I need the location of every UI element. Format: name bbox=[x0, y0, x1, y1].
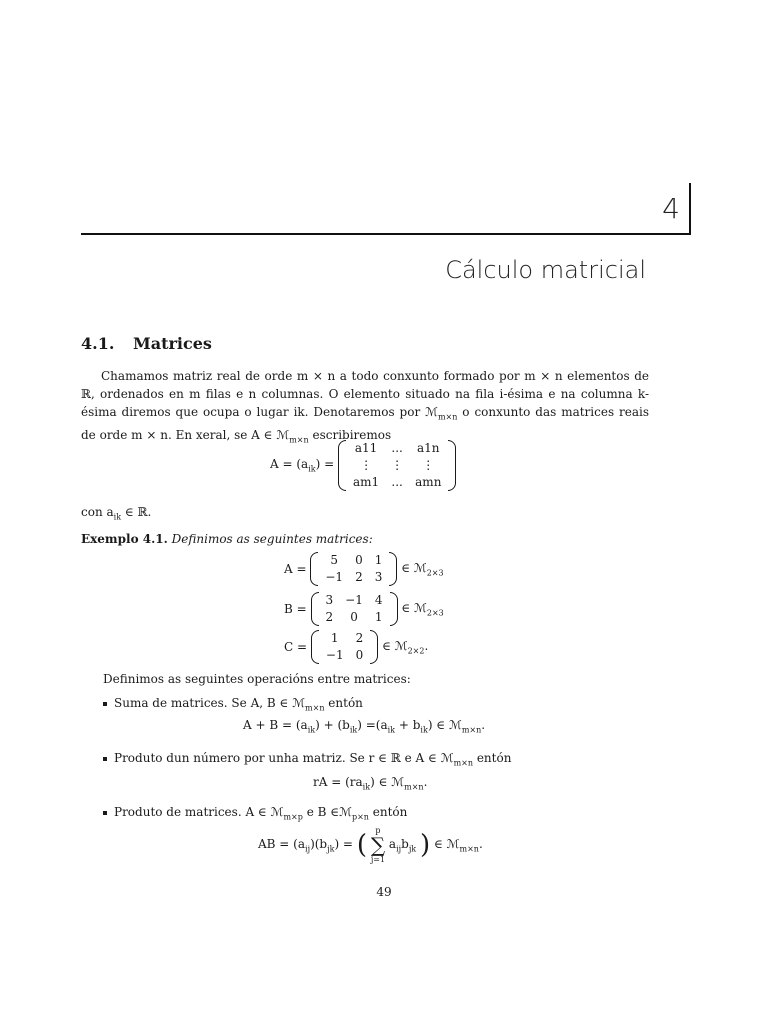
bullet-sum: Suma de matrices. Se A, B ∈ ℳ$_{m\times n}$ entón bbox=[103, 694, 363, 717]
bullet-icon bbox=[103, 702, 107, 706]
matrix-cell: amn bbox=[415, 475, 442, 489]
matrix-c-equation bbox=[284, 630, 428, 664]
example-label: Exemplo 4.1. bbox=[81, 532, 168, 546]
product-formula: AB = $(a_{ij})(b_{jk})$ = ( p ∑ j=1 $a_{ij}b_{jk}$ ) ∈ ℳ$_{m\times n}$. bbox=[258, 826, 483, 864]
after-matrix-text: con $a_{ik}$ ∈ ℝ. bbox=[81, 505, 152, 522]
operations-intro: Definimos as seguintes operacións entre matrices: bbox=[103, 672, 411, 686]
matrix-cell: ⋮ bbox=[391, 458, 404, 472]
bullet-scalar-product: Produto dun número por unha matriz. Se r ∈ ℝ e A ∈ ℳ$_{m\times n}$ entón bbox=[103, 749, 511, 772]
chapter-bar-divider bbox=[689, 183, 691, 235]
sigma-icon: p ∑ j=1 bbox=[370, 826, 386, 864]
chapter-title: Cálculo matricial bbox=[445, 256, 646, 284]
matrix-b-space: ∈ ℳ$_{2\times 3}$ bbox=[401, 600, 444, 618]
matrix-b-equation bbox=[284, 592, 444, 626]
matrix-cell: ... bbox=[391, 475, 403, 489]
page-number: 49 bbox=[376, 885, 392, 899]
bullet-matrix-product: Produto de matrices. A ∈ ℳ$_{m\times p}$ e B ∈ℳ$_{p\times n}$ entón bbox=[103, 803, 407, 826]
matrix-cell: am1 bbox=[352, 475, 380, 489]
matrix-cell: a11 bbox=[354, 441, 378, 455]
general-matrix-lhs: $A = (a_{ik})$ = bbox=[270, 457, 335, 474]
intro-text-2: o conxunto das matrices reais de orde m × n. En xeral, se A ∈ ℳ bbox=[81, 405, 649, 443]
section-heading bbox=[81, 334, 212, 353]
intro-paragraph bbox=[81, 367, 649, 450]
chapter-rule-divider bbox=[81, 233, 691, 235]
matrix-cell: ... bbox=[391, 441, 403, 455]
matrix-c-space: ∈ ℳ$_{2\times 2}$. bbox=[382, 638, 429, 656]
matrix-a-equation bbox=[284, 552, 444, 586]
matrix-a-label: A = bbox=[284, 562, 307, 576]
matrix-b-label: B = bbox=[284, 602, 307, 616]
section-number: 4.1. bbox=[81, 334, 115, 353]
scalar-formula: rA = $(ra_{ik})$ ∈ ℳ$_{m\times n}$. bbox=[313, 775, 428, 792]
general-matrix-equation bbox=[270, 440, 456, 491]
matrix-c: 1 2 −1 0 bbox=[311, 630, 378, 664]
general-matrix bbox=[338, 440, 456, 491]
intro-sub-1: m×n bbox=[437, 412, 458, 422]
matrix-cell: a1n bbox=[417, 441, 440, 455]
sum-formula: $A + B = (a_{ik}) + (b_{ik}) =(a_{ik} + b_{ik})$ ∈ ℳ$_{m\times n}$. bbox=[243, 718, 486, 735]
intro-sub-2: m×n bbox=[289, 435, 309, 445]
matrix-a: 5 0 1 −1 2 3 bbox=[310, 552, 397, 586]
example-line bbox=[81, 530, 649, 548]
matrix-a-space: ∈ ℳ$_{2\times 3}$ bbox=[401, 560, 444, 578]
bullet-icon bbox=[103, 757, 107, 761]
intro-text-1: Chamamos matriz real de orde m × n a todo conxunto formado por m × n elementos de ℝ, ordenados en m filas e n columnas. O elemento situado na fila i-ésima e na columna k-ésima diremos que ocupa o lugar ik. Denotaremos por ℳ bbox=[81, 369, 649, 419]
bullet-icon bbox=[103, 811, 107, 815]
matrix-b: 3 −1 4 2 0 1 bbox=[311, 592, 398, 626]
matrix-cell: ⋮ bbox=[422, 458, 435, 472]
intro-text-3: escribiremos bbox=[308, 428, 392, 443]
example-text: Definimos as seguintes matrices: bbox=[171, 532, 373, 546]
section-title: Matrices bbox=[133, 334, 212, 353]
chapter-number: 4 bbox=[662, 192, 680, 225]
matrix-cell: ⋮ bbox=[360, 458, 373, 472]
matrix-c-label: C = bbox=[284, 640, 308, 654]
